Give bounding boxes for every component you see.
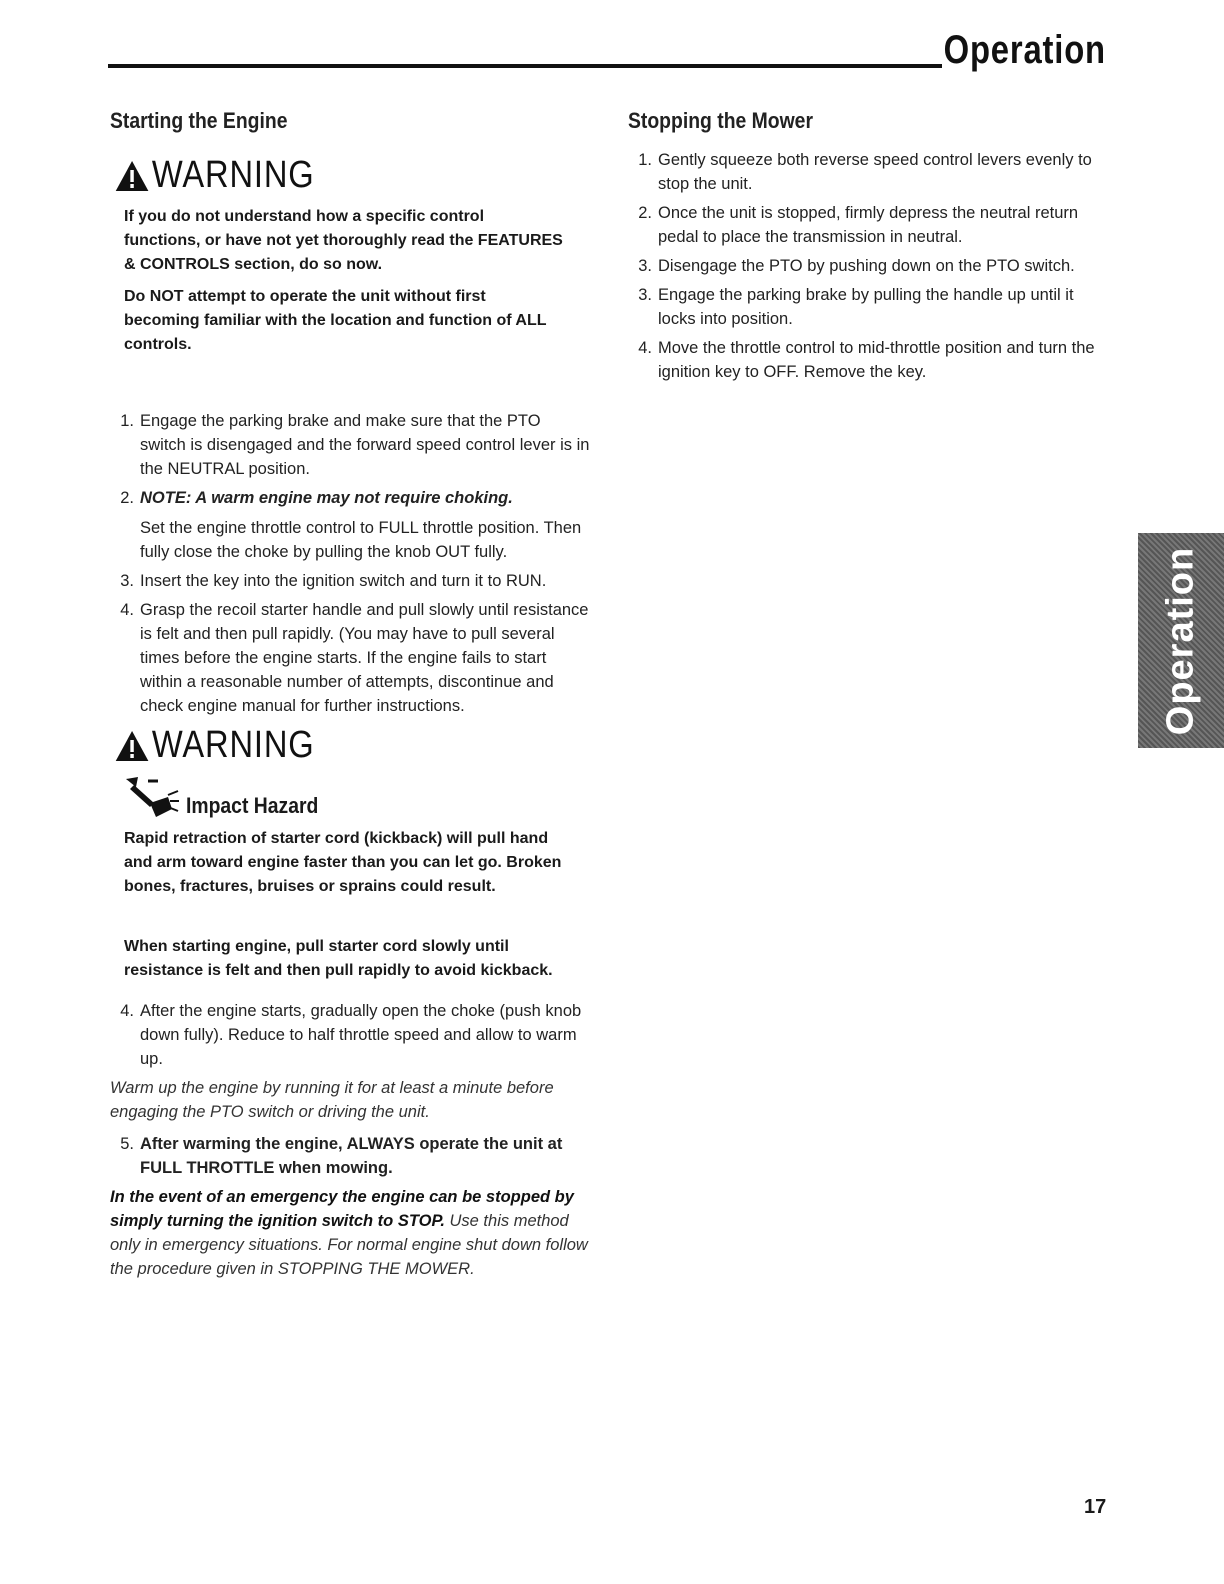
list-item	[110, 569, 590, 593]
list-item	[110, 1132, 590, 1180]
step-number: 4.	[120, 601, 134, 619]
step-number: 3.	[638, 286, 652, 304]
step-text: Move the throttle control to mid-throttle position and turn the ignition key to OFF. Remove the key.	[658, 339, 1095, 381]
step-number: 2.	[638, 204, 652, 222]
list-item	[628, 148, 1108, 196]
step-number: 1.	[120, 412, 134, 430]
step-text: Set the engine throttle control to FULL throttle position. Then fully close the choke by pulling the knob OUT fully.	[140, 519, 582, 561]
step-text: Insert the key into the ignition switch and turn it to RUN.	[140, 572, 547, 590]
warning-triangle-icon	[114, 159, 150, 193]
step-number: 5.	[120, 1135, 134, 1153]
warning-label: WARNING	[151, 724, 315, 766]
starting-steps-list	[110, 409, 590, 510]
warning-text: When starting engine, pull starter cord slowly until resistance is felt and then pull rapidly to avoid kickback.	[124, 938, 553, 979]
starting-steps-list	[110, 999, 590, 1071]
step-number: 4.	[638, 339, 652, 357]
section-side-tab	[1138, 533, 1224, 748]
step-text: Engage the parking brake and make sure that the PTO switch is disengaged and the forward speed control lever is in the NEUTRAL position.	[140, 412, 590, 478]
warning-triangle-icon	[114, 729, 150, 763]
impact-hazard-icon	[124, 775, 180, 819]
warmup-note: Warm up the engine by running it for at least a minute before engaging the PTO switch or driving the unit.	[110, 1079, 554, 1121]
emergency-note-bold: In the event of an emergency the engine can be stopped by simply turning the ignition switch to STOP.	[110, 1188, 574, 1230]
list-item	[110, 486, 590, 510]
starting-steps-list	[110, 569, 590, 718]
emergency-note	[110, 1185, 590, 1281]
impact-hazard-label: Impact Hazard	[186, 793, 319, 818]
step-text: Engage the parking brake by pulling the handle up until it locks into position.	[658, 286, 1074, 328]
step-text: Grasp the recoil starter handle and pull slowly until resistance is felt and then pull rapidly. (You may have to pull several times before the engine starts. If the engine fails to start within a reasonable number of attempts, discontinue and check engine manual for further instructions.	[140, 601, 589, 715]
section-title: Operation	[943, 28, 1106, 72]
step-text: Gently squeeze both reverse speed control levers evenly to stop the unit.	[658, 151, 1092, 193]
page-number: 17	[1084, 1496, 1107, 1518]
warning-text: Rapid retraction of starter cord (kickback) will pull hand and arm toward engine faster than you can let go. Broken bones, fractures, bruises or sprains could result.	[124, 830, 562, 895]
step-number: 3.	[638, 257, 652, 275]
starting-engine-heading: Starting the Engine	[110, 108, 288, 133]
step-number: 1.	[638, 151, 652, 169]
step-text: After warming the engine, ALWAYS operate the unit at FULL THROTTLE when mowing.	[140, 1135, 563, 1177]
warning-label: WARNING	[151, 154, 315, 196]
warning-heading	[114, 154, 523, 197]
impact-hazard-heading	[124, 775, 590, 819]
warning-text: If you do not understand how a specific control functions, or have not yet thoroughly read the FEATURES & CONTROLS section, do so now.	[124, 208, 563, 273]
warning-heading	[114, 724, 523, 767]
step-text: Once the unit is stopped, firmly depress the neutral return pedal to place the transmission in neutral.	[658, 204, 1079, 246]
step-text: After the engine starts, gradually open the choke (push knob down fully). Reduce to half throttle speed and allow to warm up.	[140, 1002, 582, 1068]
list-item	[110, 999, 590, 1071]
choke-note: NOTE: A warm engine may not require choking.	[140, 489, 513, 507]
step-number: 2.	[120, 489, 134, 507]
step-number: 3.	[120, 572, 134, 590]
starting-engine-column	[110, 108, 590, 1289]
emergency-note-text: Use this method only in emergency situations. For normal engine shut down follow the procedure given in STOPPING THE MOWER.	[110, 1212, 588, 1278]
step-text: Disengage the PTO by pushing down on the PTO switch.	[658, 257, 1075, 275]
starting-steps-list	[110, 1132, 590, 1180]
list-item	[110, 409, 590, 481]
stopping-steps-list	[628, 148, 1108, 384]
stopping-mower-column	[628, 108, 1108, 389]
warning-text: Do NOT attempt to operate the unit without first becoming familiar with the location and function of ALL controls.	[124, 288, 547, 353]
side-tab-label: Operation	[1159, 546, 1202, 735]
stopping-mower-heading: Stopping the Mower	[628, 108, 813, 133]
list-item	[628, 283, 1108, 331]
list-item	[628, 201, 1108, 249]
list-item	[628, 254, 1108, 278]
list-item	[110, 598, 590, 718]
list-item	[628, 336, 1108, 384]
header-rule	[108, 64, 942, 68]
step-number: 4.	[120, 1002, 134, 1020]
